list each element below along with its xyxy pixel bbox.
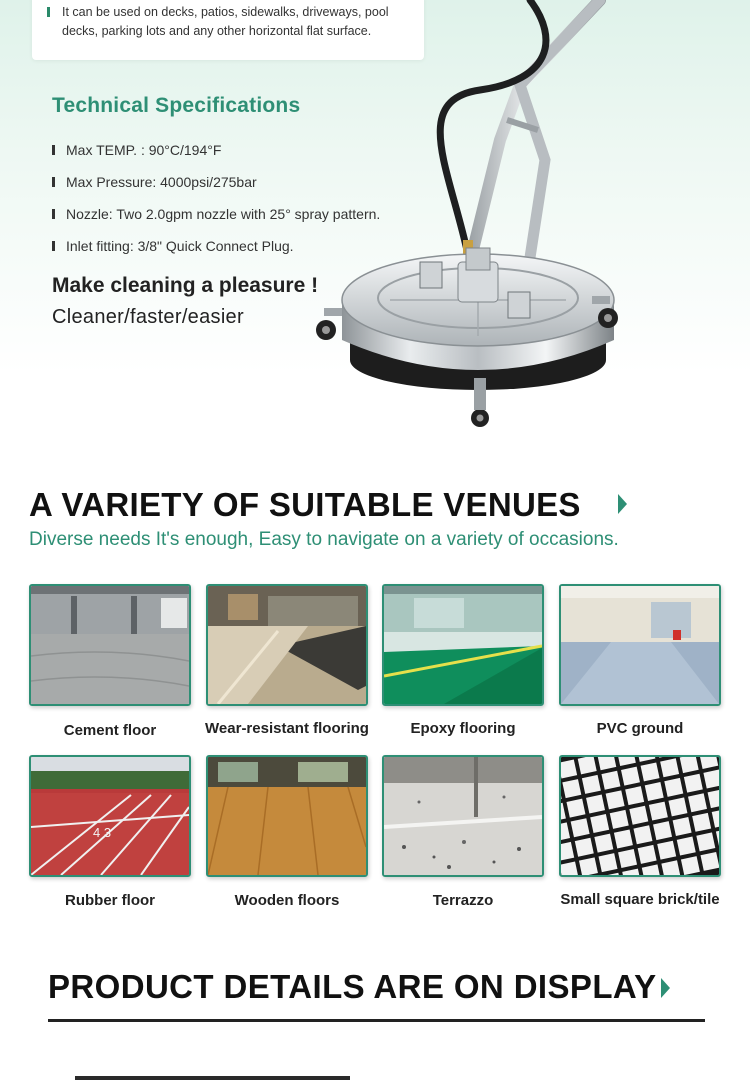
- venue-card-cement: [29, 584, 191, 706]
- venues-title: A VARIETY OF SUITABLE VENUES: [29, 486, 581, 523]
- feature-text: It can be used on decks, patios, sidewalks, driveways, pool decks, parking lots and any other horizontal flat surface.: [62, 5, 389, 38]
- section-divider: [48, 1019, 705, 1022]
- bullet-icon: [52, 177, 55, 187]
- venue-label: Cement floor: [63, 722, 157, 739]
- surface-cleaner-image: [300, 0, 750, 440]
- venue-label: Epoxy flooring: [410, 720, 516, 737]
- venue-card-wear-resistant: [206, 584, 368, 706]
- venue-card-wooden: [206, 755, 368, 877]
- svg-text:4 3: 4 3: [93, 825, 112, 840]
- venue-card-tile: [559, 755, 721, 877]
- venue-label: Wooden floors: [234, 892, 340, 909]
- bullet-icon: [52, 209, 55, 219]
- venue-card-rubber: [29, 755, 191, 877]
- cement-floor-photo: [31, 586, 189, 704]
- tagline: Cleaner/faster/easier: [52, 306, 244, 328]
- spec-item-text: Inlet fitting: 3/8" Quick Connect Plug.: [66, 238, 294, 254]
- venue-card-pvc: [559, 584, 721, 706]
- terrazzo-floor-photo: [384, 757, 542, 875]
- spec-item-text: Nozzle: Two 2.0gpm nozzle with 25° spray pattern.: [66, 206, 381, 222]
- venue-label: PVC ground: [596, 720, 684, 737]
- pvc-floor-photo: [561, 586, 719, 704]
- spec-item-text: Max TEMP. : 90°C/194°F: [66, 142, 222, 158]
- wooden-floor-photo: [208, 757, 366, 875]
- spec-title: Technical Specifications: [52, 94, 301, 117]
- bullet-icon: [47, 7, 50, 17]
- bullet-icon: [52, 145, 55, 155]
- slogan: Make cleaning a pleasure !: [52, 274, 319, 297]
- venue-card-terrazzo: [382, 755, 544, 877]
- venue-label: Rubber floor: [65, 892, 155, 909]
- epoxy-floor-photo: [384, 586, 542, 704]
- spec-item-text: Max Pressure: 4000psi/275bar: [66, 174, 257, 190]
- venue-label: Terrazzo: [432, 892, 494, 909]
- venue-label: Wear-resistant flooring: [205, 720, 369, 737]
- venue-card-epoxy: [382, 584, 544, 706]
- details-title: PRODUCT DETAILS ARE ON DISPLAY: [48, 968, 657, 1005]
- venues-subtitle: Diverse needs It's enough, Easy to navigate on a variety of occasions.: [29, 529, 619, 550]
- venue-label: Small square brick/tile: [560, 891, 720, 908]
- rubber-floor-photo: [31, 757, 189, 875]
- chevron-right-icon: [661, 978, 670, 998]
- chevron-right-icon: [618, 494, 627, 514]
- bullet-icon: [52, 241, 55, 251]
- spec-section: [0, 0, 750, 440]
- next-section-edge: [75, 1076, 350, 1080]
- tile-floor-photo: [561, 757, 719, 875]
- wear-resistant-floor-photo: [208, 586, 366, 704]
